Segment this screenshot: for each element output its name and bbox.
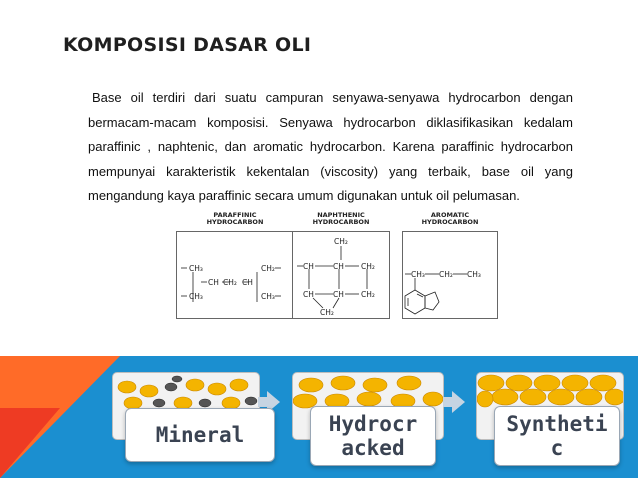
atom-label: CH₃: [411, 270, 425, 279]
atom-label: CH: [303, 290, 314, 299]
structure-box: [402, 231, 498, 319]
naphthenic-diagram: [292, 209, 390, 319]
red-accent: [0, 408, 60, 478]
slide-title: KOMPOSISI DASAR OLI: [63, 34, 312, 56]
atom-label: CH: [333, 290, 344, 299]
process-arrow-icon: [452, 391, 465, 413]
atom-label: CH₂: [361, 262, 375, 271]
caption-line1: NAPHTHENIC: [317, 211, 365, 219]
caption-line2: HYDROCARBON: [312, 218, 370, 226]
caption-line1: AROMATIC: [430, 211, 470, 219]
atom-label: CH₃: [467, 270, 481, 279]
caption-line2: HYDROCARBON: [421, 218, 479, 226]
atom-label: CH: [303, 262, 314, 271]
atom-label: CH₂: [223, 278, 237, 287]
caption-line1: PARAFFINIC: [213, 211, 257, 219]
paraffinic-diagram: [176, 209, 294, 319]
atom-label: CH₂: [334, 237, 348, 246]
atom-label: CH: [208, 278, 219, 287]
body-paragraph: Base oil terdiri dari suatu campuran senyawa-senyawa hydrocarbon dengan bermacam-macam komposisi. Senyawa hydrocarbon diklasifikasikan kedalam paraffinic , naphtenic, dan aromatic hydrocarbon. Karena paraffinic hydrocarbon mempunyai karakteristik kekentalan (viscosity) yang terbaik, base oil yang mengandung kaya paraffinic secara umum digunakan untuk oil pelumasan.: [88, 90, 573, 204]
process-step-synthetic: Syntheti c: [494, 406, 620, 466]
atom-label: CH₃: [261, 292, 275, 301]
atom-label: CH₂: [320, 308, 334, 317]
aromatic-structure: [403, 232, 497, 318]
atom-label: CH₃: [189, 264, 203, 273]
atom-label: CH₂: [361, 290, 375, 299]
paraffinic-structure: [177, 232, 293, 318]
aromatic-diagram: [402, 209, 498, 319]
caption-line2: HYDROCARBON: [206, 218, 264, 226]
naphthenic-structure: [293, 232, 389, 318]
process-step-hydrocracked: Hydrocr acked: [310, 406, 436, 466]
structure-box: [292, 231, 390, 319]
process-step-mineral: Mineral: [125, 408, 275, 462]
atom-label: CH₂: [261, 264, 275, 273]
atom-label: CH₃: [189, 292, 203, 301]
structure-box: [176, 231, 294, 319]
atom-label: CH: [242, 278, 253, 287]
atom-label: CH: [333, 262, 344, 271]
atom-label: CH₂: [439, 270, 453, 279]
